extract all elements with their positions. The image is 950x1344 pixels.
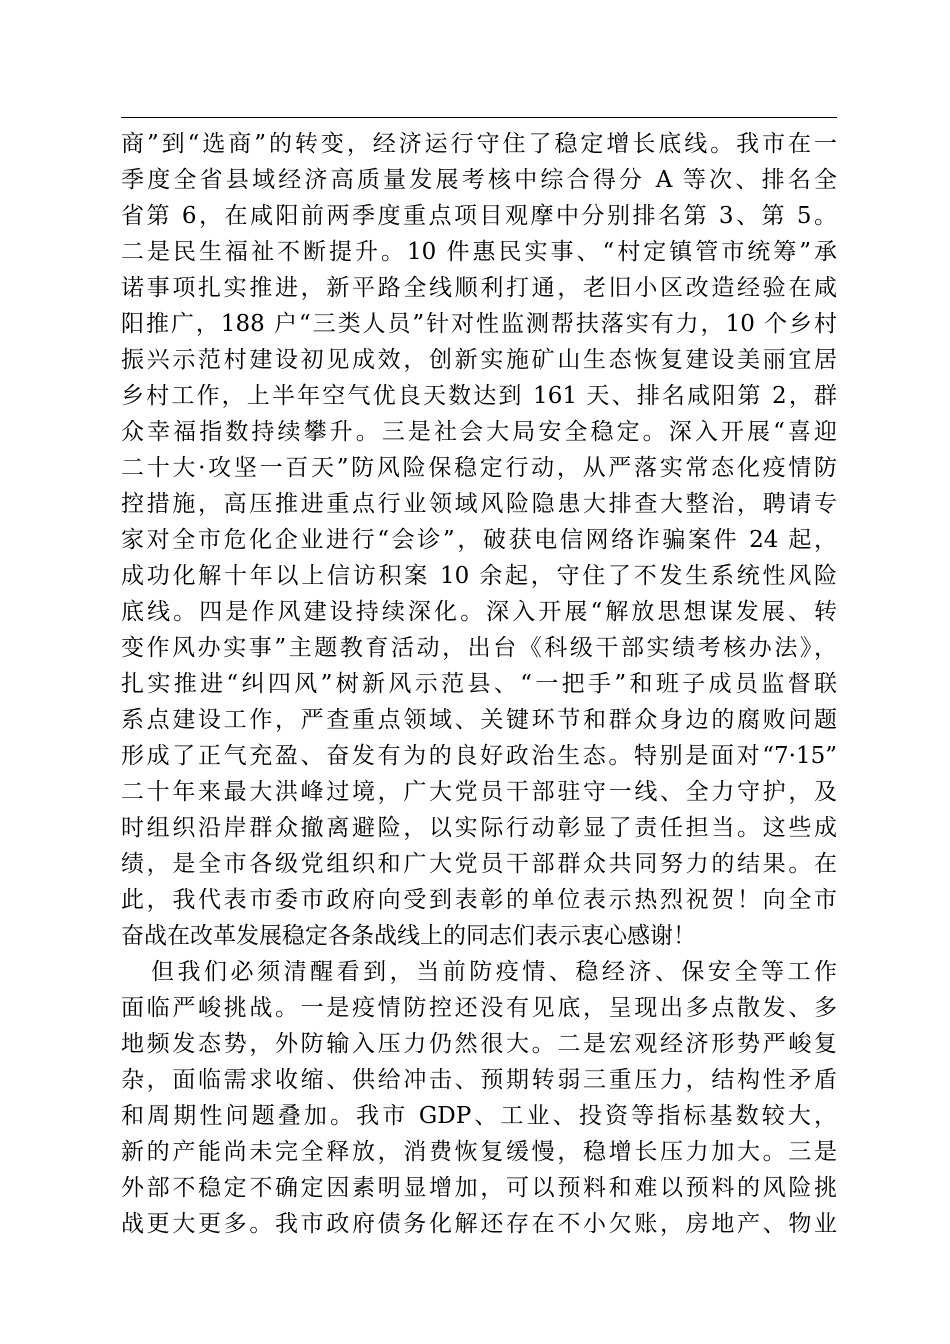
text-line: 控措施，高压推进重点行业领域风险隐患大排查大整治，聘请专	[121, 491, 837, 517]
text-line: 绩，是全市各级党组织和广大党员干部群众共同努力的结果。在	[121, 851, 837, 877]
text-line: 阳推广，188 户“三类人员”针对性监测帮扶落实有力，10 个乡村	[121, 311, 837, 337]
document-body	[121, 126, 837, 1242]
text-line: 诺事项扎实推进，新平路全线顺利打通，老旧小区改造经验在咸	[121, 275, 837, 301]
text-line: 新的产能尚未完全释放，消费恢复缓慢，稳增长压力加大。三是	[121, 1139, 837, 1165]
text-line: 奋战在改革发展稳定各条战线上的同志们表示衷心感谢！	[121, 923, 696, 949]
text-line: 省第 6，在咸阳前两季度重点项目观摩中分别排名第 3、第 5。	[121, 203, 837, 229]
text-line: 系点建设工作，严查重点领域、关键环节和群众身边的腐败问题	[121, 707, 837, 733]
text-line: 季度全省县域经济高质量发展考核中综合得分 A 等次、排名全	[121, 167, 837, 193]
text-line: 二十年来最大洪峰过境，广大党员干部驻守一线、全力守护，及	[121, 779, 837, 805]
text-line: 面临严峻挑战。一是疫情防控还没有见底，呈现出多点散发、多	[121, 995, 837, 1021]
text-line: 形成了正气充盈、奋发有为的良好政治生态。特别是面对“7·15”	[121, 743, 837, 769]
header-rule	[121, 117, 837, 118]
text-line: 二是民生福祉不断提升。10 件惠民实事、“村定镇管市统筹”承	[121, 239, 837, 265]
text-line: 乡村工作，上半年空气优良天数达到 161 天、排名咸阳第 2，群	[121, 383, 837, 409]
text-line: 外部不稳定不确定因素明显增加，可以预料和难以预料的风险挑	[121, 1175, 837, 1201]
text-line: 众幸福指数持续攀升。三是社会大局安全稳定。深入开展“喜迎	[121, 419, 837, 445]
text-line: 二十大·攻坚一百天”防风险保稳定行动，从严落实常态化疫情防	[121, 455, 837, 481]
text-line: 变作风办实事”主题教育活动，出台《科级干部实绩考核办法》，	[121, 635, 837, 661]
text-line: 杂，面临需求收缩、供给冲击、预期转弱三重压力，结构性矛盾	[121, 1067, 837, 1093]
text-line: 时组织沿岸群众撤离避险，以实际行动彰显了责任担当。这些成	[121, 815, 837, 841]
text-line: 商”到“选商”的转变，经济运行守住了稳定增长底线。我市在一	[121, 131, 837, 157]
text-line: 家对全市危化企业进行“会诊”，破获电信网络诈骗案件 24 起，	[121, 527, 837, 553]
paragraph-start-line: 但我们必须清醒看到，当前防疫情、稳经济、保安全等工作	[151, 959, 837, 985]
text-line: 地频发态势，外防输入压力仍然很大。二是宏观经济形势严峻复	[121, 1031, 837, 1057]
text-line: 振兴示范村建设初见成效，创新实施矿山生态恢复建设美丽宜居	[121, 347, 837, 373]
text-line: 底线。四是作风建设持续深化。深入开展“解放思想谋发展、转	[121, 599, 837, 625]
text-line: 此，我代表市委市政府向受到表彰的单位表示热烈祝贺！向全市	[121, 887, 837, 913]
text-line: 成功化解十年以上信访积案 10 余起，守住了不发生系统性风险	[121, 563, 837, 589]
text-line: 战更大更多。我市政府债务化解还存在不小欠账，房地产、物业	[121, 1211, 837, 1237]
text-line: 和周期性问题叠加。我市 GDP、工业、投资等指标基数较大，	[121, 1103, 837, 1129]
text-line: 扎实推进“纠四风”树新风示范县、“一把手”和班子成员监督联	[121, 671, 837, 697]
